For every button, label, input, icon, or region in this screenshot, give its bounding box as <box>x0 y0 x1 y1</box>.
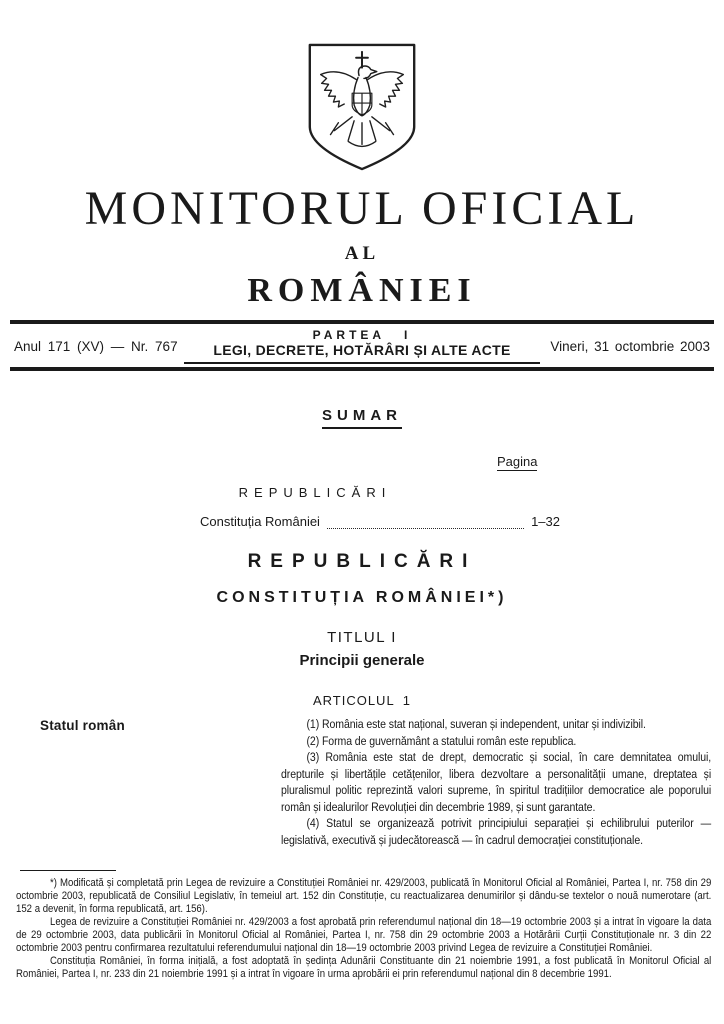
margin-label: Statul român <box>40 718 125 733</box>
masthead-connector: AL <box>344 243 380 264</box>
footnote-paragraph: *) Modificată și completată prin Legea de revizuire a Constituției României nr. 429/2003, publicată în Monitorul Oficial al României, Partea I, nr. 758 din 29 octombrie 2003, republicată de Consiliul Legislativ, în temeiul art. 152 din Constituție, cu reactualizarea denumirilor și dându-se textelor o nouă numerotare (art. 152 a devenit, în forma republicată, art. 156). <box>16 877 712 915</box>
article-body <box>0 716 724 848</box>
issue-part-block <box>184 328 540 364</box>
article-paragraph: (1) România este stat național, suveran și independent, unitar și indivizibil. <box>306 717 646 731</box>
article-1-heading: ARTICOLUL 1 <box>312 693 412 708</box>
footnote-separator <box>20 870 116 871</box>
emblem-container <box>0 0 724 172</box>
footnote-paragraph: Legea de revizuire a Constituției României nr. 429/2003 a fost aprobată prin referendumul național din 18—19 octombrie 2003 și a intrat în vigoare la data de 29 octombrie 2003, data publicării în Monitorul Oficial al României, Partea I, nr. 758 din 29 octombrie 2003 a Hotărârii Curții Constituționale nr. 3 din 22 octombrie 2003 pentru confirmarea rezultatului referendumului național din 18—19 octombrie 2003 privind Legea de revizuire a Constituției României. <box>16 916 712 954</box>
summary-heading: SUMAR <box>322 407 402 429</box>
toc-leader-dots <box>327 525 524 529</box>
summary-section-label: REPUBLICĂRI <box>238 485 392 500</box>
issue-contents-label: LEGI, DECRETE, HOTĂRÂRI ȘI ALTE ACTE <box>213 342 511 358</box>
toc-entry-title: Constituția României <box>200 514 320 529</box>
article-paragraph: (3) România este stat de drept, democratic și social, în care demnitatea omului, drepturile și libertățile cetățenilor, libera dezvoltare a personalității umane, dreptatea și pluralismul politic reprezintă valori supreme, în spiritul tradițiilor democratice ale poporului român și idealurilor Revoluției din decembrie 1989, și sunt garantate. <box>281 750 712 814</box>
republications-heading: REPUBLICĂRI <box>247 551 477 572</box>
title-i-name: Principii generale <box>299 652 425 669</box>
article-text-column <box>281 716 711 848</box>
summary-heading-row <box>0 407 724 429</box>
masthead-country-name: ROMÂNIEI <box>247 272 477 309</box>
summary-block <box>0 453 630 529</box>
article-paragraph: (2) Forma de guvernământ a statului român este republica. <box>306 733 577 748</box>
toc-entry-pages: 1–32 <box>531 514 560 529</box>
article-paragraph: (4) Statul se organizează potrivit principiului separației și echilibrului puterilor — legislativă, executivă și judecătorească — în cadrul democrației constituționale. <box>281 816 712 847</box>
masthead-title: MONITORUL OFICIAL <box>84 182 640 235</box>
double-rule <box>10 367 714 371</box>
issue-edition: Anul 171 (XV) — Nr. 767 <box>14 338 178 354</box>
issue-date: Vineri, 31 octombrie 2003 <box>550 338 710 354</box>
issue-bar <box>0 320 724 371</box>
page-column-label: Pagina <box>497 454 538 469</box>
issue-part-label: PARTEA I <box>312 328 412 342</box>
title-i-heading: TITLUL I <box>327 629 397 646</box>
masthead <box>0 182 724 310</box>
romania-coat-of-arms-icon <box>301 42 423 172</box>
page-column-row <box>0 453 630 471</box>
toc-entry <box>200 514 560 529</box>
issue-row <box>0 324 724 364</box>
footnote-block <box>16 870 710 981</box>
footnote-text-column <box>16 877 711 981</box>
footnote-paragraph: Constituția României, în forma inițială, a fost adoptată în ședința Adunării Constituante din 21 noiembrie 1991, a fost publicată în Monitorul Oficial al României, Partea I, nr. 233 din 21 noiembrie 1991 și a intrat în vigoare în urma aprobării ei prin referendumul național din 8 decembrie 1991. <box>16 955 712 980</box>
constitution-title: CONSTITUȚIA ROMÂNIEI*) <box>216 589 508 606</box>
